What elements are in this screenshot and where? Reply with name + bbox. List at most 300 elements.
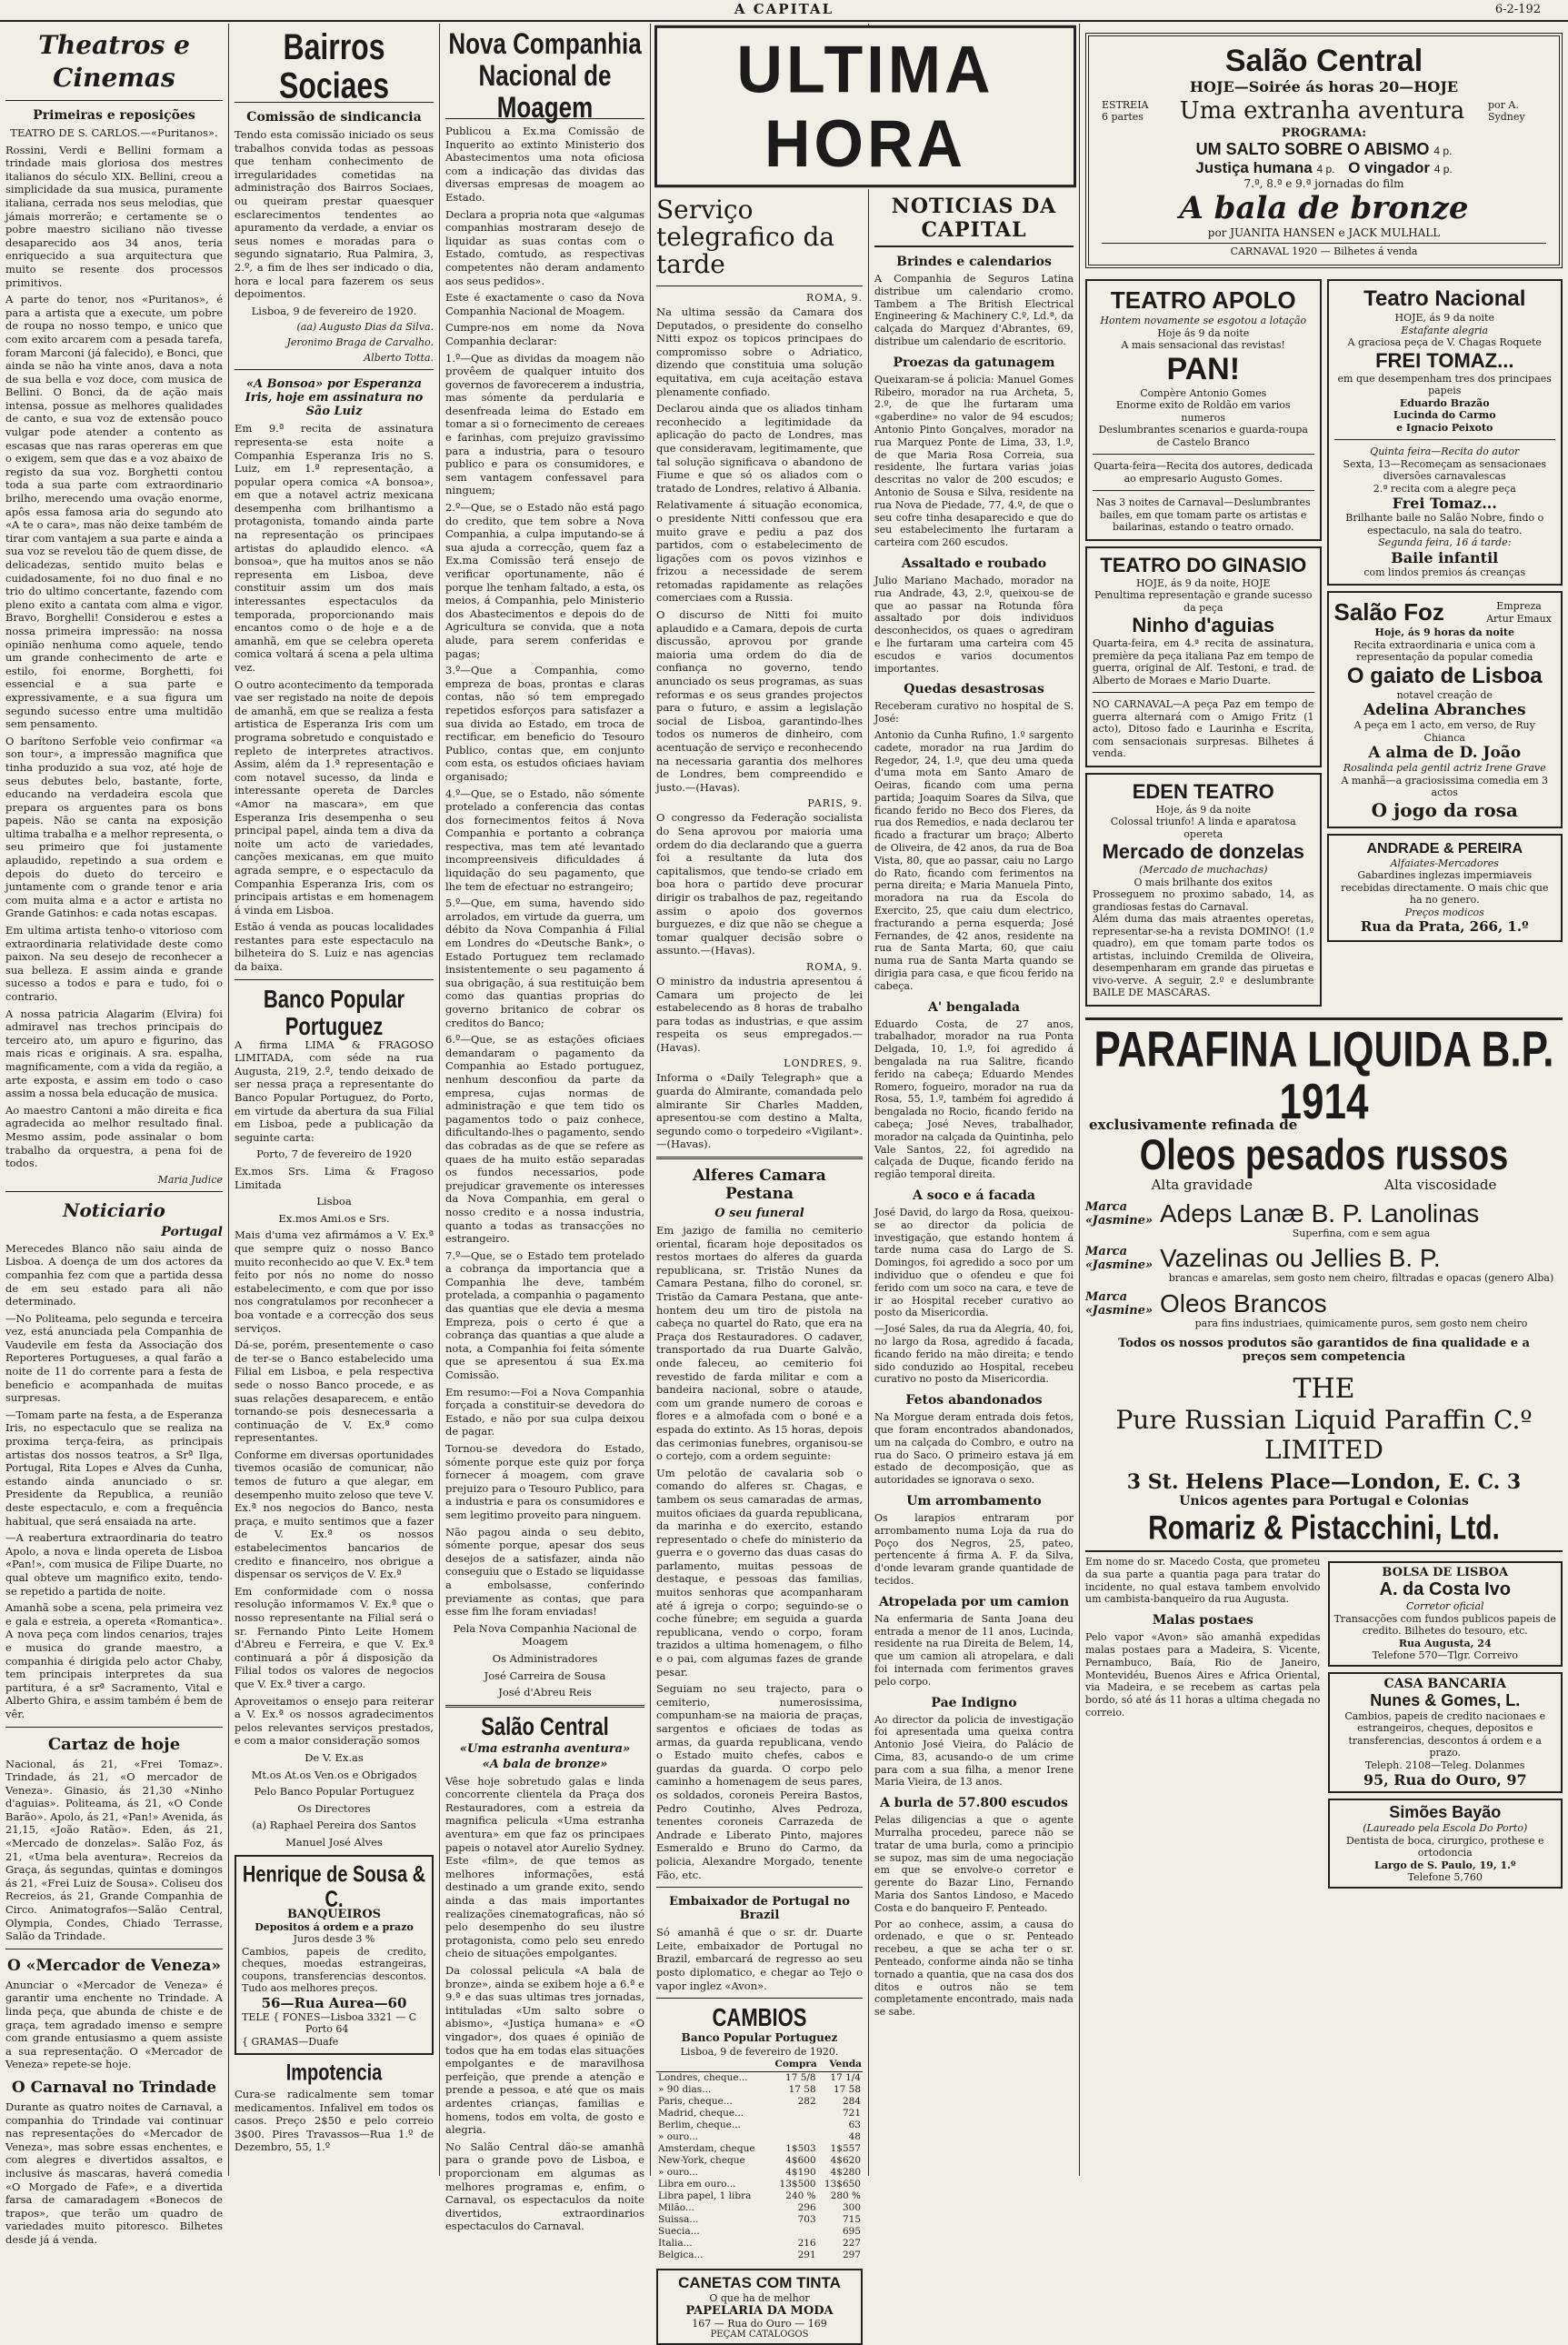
subheading: Comissão de sindicancia xyxy=(246,110,422,125)
paragraph: Aproveitamos o ensejo para reiterar a V. Ex.ª os nossos agradecimentos pelos relevantes serviços prestados, e com a maior consideração somos xyxy=(235,1694,434,1748)
product: Oleos Brancos xyxy=(1160,1288,1327,1318)
paragraph: Declarou ainda que os aliados tinham reconhecido a legitimidade da aplicação do pacto de Londres, mas que consideravam, legitimamente, que tal solução significava o abandono de Fiume e que só os aliados com o tratado de Londres, relativo á Albania. xyxy=(656,402,863,495)
table-cell: 63 xyxy=(848,2120,861,2131)
headline: Proezas da gatunagem xyxy=(893,355,1055,370)
ad-line: Rua Augusta, 24 xyxy=(1398,1637,1492,1649)
paragraph: 6.º—Que, se as estações oficiaes demandaram o pagamento da Companhia ao Estado portuguez, nenhum desconfiou da parte da empresa, cujas normas de administração e que tem tido os pagamentos todo o paiz conhece, dificultando-lhes o pagamento, sendo das cobradas as de que se refere as quaes de ha muito estão separadas os fundos necessarios, pode prejudicar gravemente os interesses da Nova Companhia, em geral o nosso credito e a nossa industria, quanto a todas as transacções no estrangeiro. xyxy=(445,1033,644,1246)
product: Vazelinas ou Jellies B. P. xyxy=(1160,1244,1441,1272)
paragraph: Porto, 7 de fevereiro de 1920 xyxy=(256,1147,412,1161)
signature: Maria Judice xyxy=(157,1173,223,1186)
table-cell: 296 xyxy=(797,2202,816,2214)
paragraph: O barítono Serfoble veio confirmar «a son tour», a impressão magnifica que tinha produzido a sua voz, até hoje de seus debutes belo, bastante, forte, educando na verdadeira escola que prepara os arguentes para os bons papeis. Não se canta na exposição ultima trabalha e a melhor representa, o seu primeiro que foi justamente aplaudido, repetindo a sua ordem e depois do dueto do terceiro e juntamente com o grande tenor e aria com muita alma e a actor e artista no Grande Gatinhos: e cada notas escapas. xyxy=(5,734,223,920)
paragraph: José David, do largo da Rosa, queixou-se ao director da policia de investigação, que estando hontem á tarde numa casa do Largo de S. Domingos, foi agredido a soco por um individuo que o ofendeu e que foi ferido com um soco na cara, e teve de ir ao Hospital receber curativo ao posto da Misericordia. xyxy=(874,1207,1074,1319)
table-cell: 17 1/4 xyxy=(830,2072,861,2084)
ad-line: Quarta-feira—Recita dos autores, dedicada ao empresario Augusto Gomes. xyxy=(1094,460,1313,485)
ultima-hora-title: ULTIMA HORA xyxy=(654,25,1076,188)
headline: Malas postaes xyxy=(1152,1613,1253,1628)
headline: Fetos abandonados xyxy=(905,1393,1043,1408)
ad-line: 4 p. xyxy=(1433,145,1453,157)
ad-parafina xyxy=(1085,1017,1563,1547)
headline: Pae Indigno xyxy=(931,1695,1017,1710)
table-cell: 48 xyxy=(848,2131,861,2143)
table-cell: Italia... xyxy=(658,2238,693,2250)
ad-title: Simões Bayão xyxy=(1389,1803,1502,1821)
table-cell: 4$620 xyxy=(830,2155,861,2167)
ad-line: 167 — Rua do Ouro — 169 xyxy=(692,2318,827,2330)
dateline: PARIS, 9. xyxy=(807,797,863,810)
ad-line: HOJE, ás 9 da noite, HOJE xyxy=(1135,576,1271,589)
table-cell xyxy=(769,2120,818,2131)
subheading: Primeiras e reposições xyxy=(33,108,195,123)
ad-line: HOJE—Soirée ás horas 20—HOJE xyxy=(1189,78,1459,95)
headline: Atropelada por um camion xyxy=(878,1594,1070,1609)
ad-line: Depositos á ordem e a prazo xyxy=(255,1920,414,1933)
table-row xyxy=(656,2214,863,2226)
ad-line: 4 p. xyxy=(1316,163,1335,175)
paragraph: Por ao conhece, assim, a causa do ordenado, e que o sr. Penteado recebeu, a que se acha ter o sr. Penteado, conforme ainda não se tinha tornado a quantia, que na casa dos dos ditos e outros não se tem completamente encontrado, mais nada se sabe. xyxy=(874,1918,1074,2019)
ad-line: Prosseguem no proximo sabado, 14, as grandiosas festas do Carnaval. xyxy=(1093,888,1314,913)
paragraph: Da colossal pelicula «A bala de bronze», ainda se exibem hoje a 6.ª e 9.ª e das suas ultimas tres jornadas, intituladas «Um salto sobre o abismo», «Justiça humana» e «O vingador», dos quaes é opinião de todos que ha em todas elas situações empolgantes e de maravilhosa perfeição, que prende a atenção e prende a pessoa, e até que os mais ardentes crianças, familias e homens, todos em volta, de gosto e alegria. xyxy=(445,1964,644,2137)
paragraph: 7.º—Que, se o Estado tem protelado a cobrança da importancia que a Companhia lhe deve, também protelada, a companhia o pagamento das quantias que ele devia a mesma Empreza, pois o certo é que a cobrança das quantias a que alude a nota, a Companhia foi feita sómente que se apresentou á sua Ex.ma Comissão. xyxy=(445,1248,644,1382)
paragraph: Antonio da Cunha Rufino, 1.º sargento cadete, morador na rua Jardim do Regedor, 24, 1.º, que deu uma queda d'uma mota em Santo Amaro de Oeiras, ficando com uma perna partida; Joaquim Soares da Silva, que ficando ferido no Beco dos Fieres, da rua dos Remedios, e nada declarou ter ficado a fracturar um braço; Alberto de Oliveira, de 42 anos, da rua de Boa Vista, 80, que ao passar, caiu no Largo do Rato, ficando com ferimentos na perna direita; e Maria Manuela Pinto, moradora na rua da Escola do Exercito, 25, que caiu dum electrico, fracturando a perna esquerda; José Fernandes, de 42 anos, residente na rua de Santa Marta, 60, que caiu numa rua de Santa Marta quando se dirigia para casa, e que ficou ferido na cabeça. xyxy=(874,728,1074,992)
signature: Alberto Totta. xyxy=(364,352,434,365)
table-cell: Paris, cheque... xyxy=(658,2096,733,2108)
ad-line: por A. Sydney xyxy=(1488,99,1525,123)
ad-line: notavel creação de xyxy=(1396,688,1493,701)
portugal-title: Portugal xyxy=(161,1224,223,1239)
paragraph: Anunciar o «Mercador de Veneza» é garantir uma enchente no Trindade. A linda peça, que abunda de chiste e de graça, tem agradado imenso e sempre com grande entusiasmo a quem assiste a sua representação. O «Mercador de Veneza» repete-se hoje. xyxy=(5,1978,223,2071)
table-cell: Milão... xyxy=(658,2202,694,2214)
ad-line: Nas 3 noites de Carnaval—Deslumbrantes bailes, em que tomam parte os artistas e bailarinas, estando o teatro ornado. xyxy=(1095,496,1311,533)
ad-title: Henrique de Sousa & C. xyxy=(242,1861,426,1912)
ad-line: O jogo da rosa xyxy=(1371,798,1518,821)
paragraph: O discurso de Nitti foi muito aplaudido e a Camara, depois de curta discussão, aprovou por grande maioria uma ordem do dia de confiança no governo, tendo anunciado os seus programas, as suas reformas e os seus grandes projectos para o futuro, e assim a legislação social de Lisboa, garantindo-lhes todos os numeros de dinheiro, com acentuação de serviço e reconhecendo na necessaria garantia dos melhores de Londres, bem compreendido e justo.—(Havas). xyxy=(656,608,863,794)
ad-line: A graciosa peça de V. Chagas Roquete xyxy=(1347,336,1542,348)
paragraph: Rossini, Verdi e Bellini formam a trindade mais gloriosa dos mestres italianos do século XIX. Bellini, creou a simplicidade da sua musica, puramente italiana, cerrada nos seus melodias, que jámais morrerão; e certamente se o pobre maestro siciliano não tivesse desaparecido aos 34 anos, teria enriquecido a sua arquitectura que muito se resente dos processos primitivos. xyxy=(5,143,223,289)
paragraph: A Companhia de Seguros Latina distribue um calendario cromo. Tambem a The British Electrical Engineering & Machinery C.º, Ld.ª, da calçada do Marquez d'Abrantes, 69, distribue um calendario de escritorio. xyxy=(874,273,1074,347)
paragraph: —José Sales, da rua da Alegria, 40, foi, no largo da Rosa, agredido á facada, ficando ferido na mão direita; e tendo sido conduzido ao Hospital, recebeu curativo no posto da Misericordia. xyxy=(874,1323,1074,1386)
ad-title: BOLSA DE LISBOA xyxy=(1382,1566,1509,1579)
fx-date: Lisboa, 9 de fevereiro de 1920. xyxy=(680,2046,839,2059)
table-row xyxy=(656,2084,863,2096)
headline: A soco e á facada xyxy=(913,1188,1035,1203)
ad-line: (Mercado de muchachas) xyxy=(1139,864,1268,876)
ad-line: ESTREIA 6 partes xyxy=(1102,99,1149,123)
paragraph: Receberam curativo no hospital de S. José: xyxy=(874,700,1074,726)
paragraph: Merecedes Blanco não saiu ainda de Lisboa. A doença de um dos actores da companhia fez com que a partida dessa de em seu estado para ali não determinado. xyxy=(5,1241,223,1308)
table-row xyxy=(656,2179,863,2190)
ad-line: Todos os nossos produtos são garantidos de fina qualidade e a preços sem competencia xyxy=(1118,1337,1530,1364)
dateline: ROMA, 9. xyxy=(806,960,863,973)
table-cell: 291 xyxy=(797,2250,816,2261)
ad-title: CANETAS COM TINTA xyxy=(678,2274,841,2292)
fx-header-cell xyxy=(656,2058,769,2072)
paragraph: Pelo Banco Popular Portuguez xyxy=(254,1785,414,1799)
paragraph: Pelas diligencias a que o agente Murralha procedeu, parece não se tratar de uma burla, como a principio se supoz, mas sim de uma negociação em que se envolve-o corretor e gerente do Bazar Lino, Fernando Maria dos Santos Lindoso, e Macedo Costa e do banqueiro F. Penteado. xyxy=(874,1814,1074,1914)
ad-line: Transacções com fundos publicos papeis de credito. Bilhetes do tesouro, etc. xyxy=(1333,1612,1556,1637)
product: Adeps Lanæ B. P. Lanolinas xyxy=(1160,1198,1480,1228)
table-cell: 13$650 xyxy=(824,2179,861,2190)
ad-canetas xyxy=(656,2269,863,2345)
paragraph: Estão á venda as poucas localidades restantes para este espectaculo na bilheteira do S. Luiz e nas agencias da baixa. xyxy=(235,920,434,974)
ad-line: Hoje, ás 9 horas da noite xyxy=(1374,626,1515,638)
column-moagem xyxy=(440,24,651,2233)
ad-line: Juros desde 3 % xyxy=(293,1933,375,1945)
paragraph: Em jazigo de familia no cemiterio oriental, ficaram hoje depositados os restos mortaes do alferes da guarda republicana, sr. Tristão Nunes da Camara Pestana, filho do coronel, sr. Tristão da Camara Pestana, que ante-hontem deu um tiro de pistola na cabeça no quartel do Rato, que era na Praça dos Restauradores. O cadaver, transportado da rua Duarte Galvão, onde faleceu, ao cemiterio foi revestido de farda militar e com a bandeira nacional, sobre o ataude, com um grande numero de coroas e flores e a almofada com o boné e a espada do extinto. As 15 horas, depois das cerimonias funebres, organisou-se o cortejo, com a ordem seguinte: xyxy=(656,1224,863,1463)
paragraph: 5.º—Que, em suma, havendo sido arrolados, em virtude da guerra, um débito da Nova Companhia á Filial em Londres do «Deutsche Bank», o Estado Portuguez tem reclamado insistentemente o seu pagamento á sua obrigação, á sua restituição bem como das quantias proprias do governo britanico de cobrar os creditos do Banco; xyxy=(445,897,644,1029)
signature: Jeronimo Braga de Carvalho. xyxy=(286,336,434,349)
paragraph: José d'Abreu Reis xyxy=(498,1686,592,1699)
ad-line: Empreza Artur Emaux xyxy=(1486,600,1552,625)
ad-line: com lindos premios ás creanças xyxy=(1363,566,1526,578)
paragraph: Em nome do sr. Macedo Costa, que prometeu da sua parte a quantia paga para tratar do incidente, no qual estava tambem envolvido um cambista-banqueiro da rua Augusta. xyxy=(1085,1556,1321,1606)
ad-title: Salão Foz xyxy=(1333,598,1444,626)
table-cell xyxy=(769,2226,818,2238)
ad-line: Hoje, ás 9 da noite xyxy=(1155,803,1252,816)
paragraph: Um pelotão de cavalaria sob o comando do alferes sr. Chagas, e tambem os seus camaradas de armas, muitos oficiaes da guarda republicana, da marinha e do exercito, estando representado o chefe do ministerio da guerra e o governo das duas casas do parlamento, muitas pessoas de destaque, e pessoas das familias, muitos senhoras que acompanharam até á igreja o corpo; seguindo-se o coche fúnebre; em seguida a guarda republicana, vendo o corpo, foram trazidos a ultima homenagem, o filho e o pai, com algumas fazes de grande pesar. xyxy=(656,1466,863,1679)
table-cell: 715 xyxy=(842,2214,861,2226)
ad-line: Deslumbrantes scenarios e guarda-roupa de Castelo Branco xyxy=(1098,424,1308,448)
subheading: Banco Popular Portuguez xyxy=(681,2031,838,2045)
mercador-title: O «Mercador de Veneza» xyxy=(7,1956,221,1975)
table-cell: Libra papel, 1 libra xyxy=(658,2190,752,2202)
table-cell: 13$500 xyxy=(779,2179,816,2190)
table-cell: 4$280 xyxy=(830,2167,861,2179)
ad-title: EDEN TEATRO xyxy=(1132,779,1274,803)
ad-line: por JUANITA HANSEN e JACK MULHALL xyxy=(1207,226,1441,239)
section-title-moagem: Nova Companhia Nacional de Moagem xyxy=(448,25,642,125)
paragraph: A firma LIMA & FRAGOSO LIMITADA, com séde na rua Augusta, 219, 2.º, tendo deixado de ser nessa praça a representante do Banco Popular Portuguez, do Porto, em virtude da abertura da sua Filial em Lisboa, pede a publicação da seguinte carta: xyxy=(235,1037,434,1144)
paragraph: O congresso da Federação socialista do Sena aprovou por maioria uma ordem do dia declarando que a guerra foi a resultante da luta dos capitalismos, que tendo-se criado em boa hora o partido deve procurar dirigir os trabalhos de paz, regeitando assim o apoio dos governos burguezes, e diz que não se chegue a tomar qualquer decisão sobre o assunto.—(Havas). xyxy=(656,811,863,957)
ad-henrique-sousa xyxy=(235,1855,434,2056)
ad-line: Alta viscosidade xyxy=(1384,1176,1497,1193)
ad-line: Gabardines inglezas impermiaveis recebidas directamente. O mais chic que ha no genero. xyxy=(1341,869,1549,906)
ad-eden xyxy=(1085,773,1322,1007)
ad-line: UM SALTO SOBRE O ABISMO xyxy=(1195,140,1430,158)
ad-line: { GRAMAS—Duafe xyxy=(242,2035,339,2048)
table-cell: » 90 dias... xyxy=(658,2084,712,2096)
ad-line: A alma de D. João xyxy=(1368,744,1522,762)
table-row xyxy=(656,2131,863,2143)
ad-line: LIMITED xyxy=(1264,1435,1383,1465)
brand-label: Marca «Jasmine» xyxy=(1085,1199,1154,1228)
ad-line: Compère Antonio Gomes xyxy=(1140,386,1267,399)
ad-line: Largo de S. Paulo, 19, 1.º xyxy=(1374,1859,1516,1871)
ad-title: ANDRADE & PEREIRA xyxy=(1366,840,1523,857)
table-row xyxy=(656,2072,863,2085)
table-cell: Berlim, cheque... xyxy=(658,2120,741,2131)
ad-title: Nunes & Gomes, L. xyxy=(1370,1690,1521,1709)
paragraph: Os Directores xyxy=(297,1801,371,1815)
paragraph: Tornou-se devedora do Estado, sómente porque este quiz por força fornecer á moagem, com grave prejuizo para o Tesouro Publico, para a industria e para os consumidores e sem legitimo proveito para ninguem. xyxy=(445,1442,644,1521)
ad-line: Além duma das mais atraentes operetas, representar-se-ha a revista DOMINO! (1.º quadro), em que tomam parte todos os artistas, incluindo Cremilda de Oliveira, desempenharam em grande das piruetas e vivo-verve. A seguir, 2.º e deslumbrante BAILE DE MASCARAS. xyxy=(1093,913,1314,998)
subheading: «Uma estranha aventura» xyxy=(459,1741,631,1756)
table-cell: 4$190 xyxy=(785,2167,816,2179)
ad-title: Salão Central xyxy=(1224,44,1423,78)
paragraph: (a) Raphael Pereira dos Santos xyxy=(252,1819,416,1832)
ad-title: PARAFINA LIQUIDA B.P. 1914 xyxy=(1094,1021,1554,1129)
product-desc: brancas e amarelas, sem gosto nem cheiro, filtradas e opacas (genero Alba) xyxy=(1168,1272,1554,1284)
table-cell xyxy=(769,2131,818,2143)
ad-line: Porto 64 xyxy=(305,2023,349,2035)
ad-line: Estafante alegria xyxy=(1401,324,1489,336)
ad-bolsa xyxy=(1328,1561,1563,1667)
ad-title: Ninho d'aguias xyxy=(1132,614,1275,636)
paragraph: Queixaram-se á policia: Manuel Gomes Ribeiro, morador na rua Archeta, 5, 2.º, de que lhe furtaram uma «gaberdine» no valor de 94 escudos; Antonio Pinto Gonçalves, morador na rua Marquez Ponte de Lima, 33, 1.º, de que Maria Rosa Correia, sua residente, lhe furtara varias joias descritas no valor de 200 escudos; e Antonio de Sousa e Silva, residente na rua Nova de Piedade, 77, 4.º, de que o seu cofre tinha desaparecido e que do seu estabelecimento lhe furtaram a carteira com 260 escudos. xyxy=(874,373,1074,549)
ad-line: Preços modicos xyxy=(1404,906,1484,918)
section-title-theatres: Theatros e Cinemas xyxy=(38,30,190,93)
subheading: O seu funeral xyxy=(714,1207,804,1221)
table-cell xyxy=(769,2108,818,2120)
ad-andrade-pereira xyxy=(1327,834,1563,943)
headline-bonsoa: «A Bonsoa» por Esperanza Iris, hoje em assinatura no São Luiz xyxy=(245,377,424,419)
cartaz-list: Nacional, ás 21, «Frei Tomaz». Trindade, ás 21, «O mercador de Veneza». Ginasio, ás 21,30 «Ninho d'aguias». Politeama, ás 21, «O Conde Barão». Apolo, ás 21, «Pan!» Avenida, ás 21,15, «João Ratão». Eden, ás 21, «Mercado de donzelas». Salão Foz, ás 21, «Uma bela aventura». Recreios da Graça, ás segundas, quintas e domingos ás 21, «Frei Luiz de Sousa». Coliseu dos Recreios, ás 21, Grande Companhia de Circo. Animatografos—Salão Central, Olympia, Condes, Chiado Terrasse, Salão da Trindade. xyxy=(5,1757,223,1943)
ad-line: em que desempenham tres dos principaes papeis xyxy=(1337,372,1552,396)
headline-pestana: Alferes Camara Pestana xyxy=(693,1167,826,1204)
ad-line: Quinta feira—Recita do autor xyxy=(1370,446,1520,457)
paragraph: Cumpre-nos em nome da Nova Companhia declarar: xyxy=(445,321,644,347)
table-row xyxy=(656,2190,863,2202)
paragraph: —No Politeama, pelo segunda e terceira vez, está anunciada pela Companhia de Vaudevile em festa da Associação dos Reporteres Portugueses, a qual farão a noite de 11 do corrente para a festa de beneficio e acompanhada de muitas surpresas. xyxy=(5,1311,223,1405)
ad-line: O que ha de melhor xyxy=(709,2292,810,2305)
headline: Assaltado e roubado xyxy=(901,556,1047,571)
table-cell: » ouro... xyxy=(658,2131,699,2143)
table-cell: 280 % xyxy=(830,2190,861,2202)
ad-title: A. da Costa Ivo xyxy=(1379,1579,1511,1599)
ad-line: exclusivamente refinada de xyxy=(1089,1116,1298,1133)
headline: A' bengalada xyxy=(927,999,1020,1015)
ad-salao-foz xyxy=(1327,591,1563,828)
noticiario-title: Noticiario xyxy=(63,1198,165,1221)
paragraph: A parte do tenor, nos «Puritanos», é para a artista que a execute, um pobre de roupa no nosso tempo, e unico que com exito arcarem com a pesada tarefa, foram Marconi (já falecido), e Bonci, que ainda se não ha vinte anos, dava a nota de sua bella e voz doce, com musica de Bellini. O Bonci, da de ação mais intensa, possue as melhores qualidades de canto, e sua voz de extensão pouco vulgar pode atender a contento as escasas que nas raras opereras em que o exigem, sem que das e a voz abaixo de registo da sua voz. Borghetti contou toda a sua parte com extraordinario brilho, merecendo uma ovação enorme, apôs essa famosa aria do segundo ato «A te o cara», mas não deixe também de tirar com vantajem a sua parte e ainda a sua voz se revelou tão de quem disse, de delicadezas, sentido muito belas e cuidadosamente, foi no duo final e no trio do ultimo concertante, fazendo com pleno exito a cantata com alma e vigor. Bravo, Borghelli! Considerou e estes a nossa primeira impressão: na nossa opinião nenhuma como aquele, tendo um grande conhecimento de arte e estilo, foi enorme, Borghetti, foi essencial e a sua parte e expressivamente, e a sua figura um segundo sucesso entre uma multidão sem pensamento. xyxy=(5,293,223,731)
headline-salao-central: Salão Central xyxy=(481,1711,609,1740)
ad-line: Hoje ás 9 da noite xyxy=(1157,326,1250,339)
signature: (aa) Augusto Dias da Silva. xyxy=(296,321,434,334)
ad-line: Hontem novamente se esgotou a lotação xyxy=(1100,315,1307,326)
table-cell: 227 xyxy=(842,2238,861,2250)
paragraph: Na Morgue deram entrada dois fetos, que foram encontrados abandonados, um na calçada do Combro, e outro na rua do Saco. O primeiro estava já em estado de decomposição, que as autoridades se ignorava o sexo. xyxy=(874,1411,1074,1487)
table-row xyxy=(656,2120,863,2131)
telegraph-title: Serviço telegrafico da tarde xyxy=(656,195,835,279)
ad-line: Telefone 5,760 xyxy=(1407,1871,1483,1883)
paragraph: Amanhã sobe a scena, pela primeira vez e gala e estreia, a opereta «Romantica». A nova peça com lindos cenarios, trajes e musica do grande maestro, a companhia é dirigida pelo actor Chaby, tem principais interpretes da sua partitura, é a srª Sacramento, Vital e Alberto Ghira, e assim também é bem de vêr. xyxy=(5,1601,223,1720)
paragraph: Dá-se, porém, presentemente o caso de ter-se o Banco estabelecido uma Filial em Lisboa, e pela respectiva sede o nosso Banco procede, e as suas relações desaparecem, e então tornando-se pois desnecessaria a continuação de V. Ex.ª como representantes. xyxy=(235,1338,434,1445)
column-ads xyxy=(1080,24,1568,2176)
table-cell: 284 xyxy=(842,2096,861,2108)
ad-line: 4 p. xyxy=(1433,163,1453,175)
ad-line: Brilhante baile no Salão Nobre, findo o espectaculo, na sala do teatro. xyxy=(1345,512,1544,536)
ad-line: Telefone 570—Tlgr. Correivo xyxy=(1372,1649,1518,1661)
column-ultima-hora xyxy=(651,24,869,2340)
ad-line: HOJE, ás 9 da noite xyxy=(1394,312,1494,324)
table-cell: Londres, cheque... xyxy=(658,2072,748,2084)
ad-title: FREI TOMAZ... xyxy=(1375,348,1514,372)
table-cell: 17 58 xyxy=(833,2084,861,2096)
table-cell: Suecia... xyxy=(658,2226,700,2238)
brand-label: Marca «Jasmine» xyxy=(1085,1289,1154,1318)
table-cell: Madrid, cheque... xyxy=(658,2108,744,2120)
headline: Brindes e calendarios xyxy=(896,255,1052,269)
ad-line: Dentista de boca, cirurgico, prothese e ortodoncia xyxy=(1345,1834,1544,1859)
ad-line: CARNAVAL 1920 — Bilhetes á venda xyxy=(1102,243,1546,257)
column-theatres xyxy=(0,24,229,2246)
ad-line: 7.ª, 8.ª e 9.ª jornadas do film xyxy=(1243,177,1404,190)
ad-line: Rosalinda pela gentil actriz Irene Grave xyxy=(1343,762,1546,774)
ad-line: Justiça humana xyxy=(1195,159,1313,176)
ad-title: O gaiato de Lisboa xyxy=(1346,663,1543,688)
ad-ginasio xyxy=(1085,546,1322,767)
paragraph: Cura-se radicalmente sem tomar medicamentos. Infalivel em todos os casos. Preço 2$50 e pelo correio 3$00. Pires Travassos—Rua 1.º de Dezembro, 55, 1.º xyxy=(235,2088,434,2154)
ad-line: e Ignacio Peixoto xyxy=(1396,421,1493,434)
paragraph: —A reabertura extraordinaria do teatro Apolo, a nova e linda opereta de Lisboa «Pan!», com musica de Filipe Duarte, no qual obteve um magnifico exito, tendo-se repetido a partida de noite. xyxy=(5,1531,223,1598)
noticias-title: NOTICIAS DA CAPITAL xyxy=(874,195,1074,247)
table-cell: Libra em ouro... xyxy=(658,2179,736,2190)
ad-line: A mais sensacional das revistas! xyxy=(1121,339,1285,351)
column-bairros xyxy=(229,24,440,2176)
table-row xyxy=(656,2155,863,2167)
table-cell: 17 58 xyxy=(788,2084,816,2096)
paragraph: Pela Nova Companhia Nacional de Moagem xyxy=(453,1621,637,1649)
ad-line: Rua da Prata, 266, 1.º xyxy=(1360,918,1529,935)
ad-line: PROGRAMA: xyxy=(1281,126,1367,140)
paragraph: Em resumo:—Foi a Nova Companhia forçada a constituir-se devedora do Estado, e não por sua culpa deixou de pagar. xyxy=(445,1385,644,1438)
paragraph: Este é exactamente o caso da Nova Companhia Nacional de Moagem. xyxy=(445,291,644,317)
paragraph: Ao maestro Cantoni a mão direita e fica agradecida ao melhor resultado final. Mesmo assim, pode assinalar o bom trabalho da orquestra, a pena foi de todos. xyxy=(5,1103,223,1170)
table-row xyxy=(656,2226,863,2238)
table-cell: Suissa... xyxy=(658,2214,699,2226)
ultima-hora-title-wrap xyxy=(654,27,1076,189)
paragraph: A nossa patricia Alagarim (Elvira) foi admiravel nas trechos principais do terceiro ato, um apuro e figurino, das mais ricas e originais. A sra. espalha, magnificamente, com a vida da região, a arte exposta, e assim em todo o caso assim a nossa bela educação de musica. xyxy=(5,1007,223,1100)
ad-line: A peça em 1 acto, em verso, de Ruy Chianca xyxy=(1353,719,1535,744)
ad-line: 2.ª recita com a alegre peça xyxy=(1373,482,1516,495)
ad-line: Cambios, papeis de credito, cheques, moedas estrangeiras, coupons, transferencias descontos. Tudo aos melhores preços. xyxy=(242,1945,426,1994)
brand-label: Marca «Jasmine» xyxy=(1085,1245,1154,1272)
fx-header-cell: Venda xyxy=(818,2058,863,2072)
section-title-bairros: Bairros Sociaes xyxy=(279,25,389,106)
paragraph: Os larapios entraram por arrombamento numa Loja da rua do Poço dos Negros, 25, pateo, pertencente á firma A. F. da Silva, d'onde levaram grande quantidade de tecidos. xyxy=(874,1511,1074,1587)
paragraph: Não pagou ainda o seu debito, sómente porque, apesar dos seus desejos de a satisfazer, ainda não conseguiu que o Estado se liquidasse a embolsasse, conferindo previamente as contas, que para esse fim lhe foram enviadas! xyxy=(445,1525,644,1618)
ad-line: Alfaiates-Mercadores xyxy=(1390,857,1499,869)
paragraph: Declara a propria nota que «algumas companhias mostraram desejo de liquidar as suas contas com o Estado, comtudo, as respectivas competentes não deram andamento aos seus pedidos». xyxy=(445,207,644,287)
table-cell: Belgica... xyxy=(658,2250,704,2261)
headline: Quedas desastrosas xyxy=(904,682,1044,697)
table-cell: 695 xyxy=(842,2226,861,2238)
page-folio: 6-2-192 xyxy=(1494,3,1541,16)
ad-title: Romariz & Pistacchini, Ltd. xyxy=(1148,1508,1500,1547)
paragraph: Ao director da policia de investigação foi apresentada uma queixa contra Antonio José Vieira, do Palácio de Cima, 83, acusando-o de um crime para com a sua filha, a menor Irene Maria Vieira, de 13 anos. xyxy=(874,1713,1074,1789)
headline: A burla de 57.800 escudos xyxy=(880,1796,1068,1811)
ad-title: Teatro Nacional xyxy=(1363,286,1526,311)
ad-line: NO CARNAVAL—A peça Paz em tempo de guerra alternará com o Amigo Fritz (1 acto), Ditoso fado e Laurinha e Escrita, com sensacionais surpresas. Bilhetes á venda. xyxy=(1093,698,1314,759)
ad-line: 95, Rua do Ouro, 97 xyxy=(1363,1771,1527,1789)
headline-cambios: CAMBIOS xyxy=(712,2002,807,2032)
paragraph: Em conformidade com o nossa resolução informamos V. Ex.ª que o nosso representante na Filial será o sr. Fernando Pinto Leite Homem d'Abreu e Ferreira, e que V. Ex.ª continuará a pôr á disposição da Filial todos os valores de negocios que V. Ex.ª tiver a cargo. xyxy=(235,1584,434,1690)
table-cell: 721 xyxy=(842,2108,861,2120)
ad-title: Oleos pesados russos xyxy=(1139,1131,1509,1179)
ad-line: Teleph. 2108—Teleg. Dolanmes xyxy=(1365,1759,1525,1771)
paragraph: Conforme em diversas oportunidades tivemos ocasião de comunicar, não temos de futuro a que alegar, em desempenho muito zeloso que teve V. Ex.ª nos negocios do Banco, nesta praça, e muito sentimos que a fazer de V. Ex.ª os nossos estabelecimentos bancarios de credito e financeiro, nos obrigue a dispensar os serviços de V. Ex.ª xyxy=(235,1448,434,1581)
ad-line: Cambios, papeis de credito nacionaes e estrangeiros, cheques, depositos e transferencias, descontos á ordem e a prazo. xyxy=(1344,1709,1546,1759)
table-row xyxy=(656,2143,863,2155)
table-cell: Amsterdam, cheque xyxy=(658,2143,755,2155)
paragraph: 4.º—Que, se o Estado, não sómente protelado a conferencia das contas dos fornecimentos feitos á Nova Companhia e portanto a cobrança respectiva, mas tem até levantado incompreensiveis dificuldades á liquidação do seu pagamento, que lhe tem de efectuar no estrangeiro; xyxy=(445,787,644,893)
ad-line: Adelina Abranches xyxy=(1363,701,1526,719)
table-cell: 216 xyxy=(797,2238,816,2250)
ad-title: PAN! xyxy=(1166,351,1241,386)
ad-line: TELE { FONES—Lisboa 3321 — C xyxy=(242,2010,417,2023)
paragraph: Na enfermaria de Santa Joana deu entrada a menor de 11 anos, Lucinda, residente na rua Direita de Belem, 14, que um camion ali atropelara, e dali foi internada com ferimentos graves pelo corpo. xyxy=(874,1612,1074,1688)
paragraph: Seguiam no seu trajecto, para o cemiterio, numerosissima, compunham-se na maioria de praças, sargentos e oficiaes de todas as armas, da guarda republicana, vendo o Estado muito chefes, cabos e guardas da guarda. O corpo pelo caminho a homenagem de seus pares, os soldados, coroneis Pereira Bastos, Pedro Coutinho, Alves Pedroza, tenentes coroneis Carrazeda de Andrade e Liberato Pinto, majores Esmeraldo e Bruno do Carmo, da policia, Alexandre Morgado, tenente Fão, etc. xyxy=(656,1682,863,1881)
table-row xyxy=(656,2202,863,2214)
paragraph: Em ultima artista tenho-o vitorioso com extraordinaria relatividade deste como paixon. Na seu desejo de reconhecer a sua belleza. E assim ainda e grande sucesso a todos e para e tudo, foi o contrario. xyxy=(5,924,223,1003)
ad-casa-bancaria xyxy=(1328,1672,1563,1794)
paragraph: Durante as quatro noites de Carnaval, a companhia do Trindade vai continuar nas representações do «Mercador de Veneza», mas sobre essas enchentes, e com alegres e divertidos assaltos, e inclusive ás mascaras, haverá comedia «O Morgado de Fafe», e a divertida farsa de camaradagem «Bonecos de trapos», que terão um quadro de variedades muito pitoresco. Bilhetes desde já á venda. xyxy=(5,2099,223,2246)
ad-line: PAPELARIA DA MODA xyxy=(685,2304,834,2319)
paragraph: O ministro da industria apresentou á Camara um projecto de lei estabelecendo as 8 horas de trabalho para todas as industrias, e que assim respeita os seus empregados.—(Havas). xyxy=(656,974,863,1054)
paragraph: Julio Mariano Machado, morador na rua Andrade, 43, 2.º, queixou-se de que ao passar na Rotunda fôra assaltado por dois individuos desconhecidos, os quaes o agrediram e lhe furtaram uma carteira com 45 escudos e varios documentos importantes. xyxy=(874,574,1074,675)
paragraph: Os Administradores xyxy=(492,1651,598,1665)
headline-impotencia: Impotencia xyxy=(285,2060,383,2086)
ad-line: Sexta, 13—Recomeçam as sensacionaes diversões carnavalescas xyxy=(1343,457,1547,482)
ad-line: Lucinda do Carmo xyxy=(1393,409,1496,421)
ad-line: (Laureado pela Escola Do Porto) xyxy=(1363,1822,1528,1834)
headline-embaixador: Embaixador de Portugal no Brazil xyxy=(669,1895,850,1923)
ad-title: TEATRO DO GINASIO xyxy=(1100,553,1307,576)
ad-simoes-bayao xyxy=(1328,1799,1563,1889)
ad-film: A bala de bronze xyxy=(1179,190,1469,226)
paragraph: Vêse hoje sobretudo galas e linda concorrente clientela da Praça dos Restauradores, com a estreia da magnifica pelicula «Uma estranha aventura» em que faz os principaes papeis o notavel ator Aurelio Sydney. Este «film», de que temos as melhores informações, está destinado a um grande exito, sendo ainda a das mais importantes realizações cinematograficas, não só pelo desempenho do seu ilustre protagonista, como pelo seu enredo cheio de situações empolgantes. xyxy=(445,1774,644,1960)
table-cell: 282 xyxy=(797,2096,816,2108)
ad-line: Eduardo Brazão xyxy=(1399,396,1490,409)
paragraph: TEATRO DE S. CARLOS.—«Puritanos». xyxy=(10,126,218,139)
paragraph: Publicou a Ex.ma Comissão de Inquerito ao extinto Ministerio dos Abastecimentos uma nota oficiosa com a indicação das dividas das diversas empresas de moagem ao Estado. xyxy=(445,125,644,204)
paragraph: Manuel José Alves xyxy=(285,1835,383,1849)
paragraph: Na ultima sessão da Camara dos Deputados, o presidente do conselho Nitti expoz os topicos principaes do compromisso sobre o Adriatico, dizendo que constituia uma solução equitativa, em cuja aceitação estava plenamente confiado. xyxy=(656,306,863,398)
paragraph: Só amanhã é que o sr. dr. Duarte Leite, embaixador de Portugal no Brazil, embarcará de regresso ao seu posto diplomatico, e chegar ao Tejo o vapor inglez «Avon». xyxy=(656,1926,863,1992)
dateline: LONDRES, 9. xyxy=(784,1057,863,1070)
paragraph: —Tomam parte na festa, a de Esperanza Iris, no espectaculo que se realiza na proxima terça-feira, as principais artistas dos nossos teatros, a Srª Ilga, Portugal, Rita Lopes e Alves da Cunha, estando ainda anunciado o sr. Presidente da Republica, a reunião deste espectaculo, e com a frequência habitual, que será ensaiada na arte. xyxy=(5,1408,223,1528)
paragraph: Ex.mos Ami.os e Srs. xyxy=(278,1211,390,1225)
masthead-title: A CAPITAL xyxy=(734,1,834,17)
ad-line: Segunda feira, 16 á tarde: xyxy=(1378,536,1512,548)
ad-line: THE xyxy=(1293,1373,1355,1405)
headline: Um arrombamento xyxy=(906,1493,1042,1508)
paragraph: Eduardo Costa, de 27 anos, trabalhador, morador na rua Ponta Delgada, 10, 1.º, foi agredido á bengalada na rua Salitre, ficando ferido na cabeça; Eduardo Mendes Romero, fogueiro, morador na rua da Rosa, 55, 1.º, também foi agredido á bengalada no Rocio, ficando ferido na cabeça; José Neves, trabalhador, morador na calçada da Quintinha, pelo Vale Santos, 22, foi agredido na calçada de Duque, ficando ferido na região temporal direita. xyxy=(874,1017,1074,1181)
table-row xyxy=(656,2238,863,2250)
table-row xyxy=(656,2250,863,2261)
dateline: ROMA, 9. xyxy=(806,292,863,304)
ad-line: O vingador xyxy=(1348,159,1430,176)
table-cell: 17 5/8 xyxy=(785,2072,816,2084)
ad-line: Enorme exito de Roldão em varios numeros xyxy=(1115,399,1291,424)
table-cell: 1$503 xyxy=(785,2143,816,2155)
paragraph: Lisboa, 9 de fevereiro de 1920. xyxy=(251,304,417,317)
ad-film: Uma extranha aventura xyxy=(1179,97,1465,125)
ad-line: Frei Tomaz... xyxy=(1392,495,1497,512)
ad-line: Colossal triunfo! A linda e aparatosa opereta xyxy=(1110,816,1296,840)
paragraph: Lisboa xyxy=(316,1195,352,1208)
ad-line: Quarta-feira, em 4.ª recita de assinatura, première da peça italiana Paz em tempo de guerra, original de Alf. Testoni, e trad. de Alberto de Moraes e Mario Duarte. xyxy=(1093,637,1314,686)
ad-title: CASA BANCARIA xyxy=(1383,1676,1506,1691)
paragraph: De V. Ex.as xyxy=(305,1750,364,1764)
ad-salao-central xyxy=(1085,33,1563,268)
table-cell: New-York, cheque xyxy=(658,2155,745,2167)
ad-line: Pure Russian Liquid Paraffin C.º xyxy=(1115,1405,1533,1435)
ad-line: PEÇAM CATALOGOS xyxy=(710,2330,809,2340)
paragraph: Mais d'uma vez afirmámos a V. Ex.ª que sempre quiz o nosso Banco muito reconhecido ao que V. Ex.ª tem feito por nós no nome do nosso estabelecimento, e com que por isso nos congratulamos por reconhecer a boa vontade e a correcção dos seus serviços. xyxy=(235,1228,434,1335)
paragraph: O outro acontecimento da temporada vae ser registado na noite de depois de amanhã, em que se realiza a festa artistica de Esperanza Iris com um programa sobretudo e conquistado e repleto de interpretes atractivos. Assim, além da 1.ª representação e com notavel sucesso, da linda e interessante opereta de Darcles «Amor na mascara», em que Esperanza Iris desempenha o seu principal papel, ainda tem a diva da noite um acto de variedades, canções mexicanas, em que muito agrada sempre, e o espectaculo da Companhia Esperanza Iris, com os principais artistas e em homenagem á vinda em Lisboa. xyxy=(235,677,434,917)
paragraph: 2.º—Que, se o Estado não está pago do credito, que tem sobre a Nova Companhia, a culpa imputando-se á sua ajuda a correcção, quem faz a Ex.ma Comissão terá ensejo de verificar oportunamente, não é porque lhe tenham faltado, a esta, os meios, á Companhia, pelo Ministerio dos Abastecimentos e depois do de Agricultura se convida, que a nota alude, para serem conferidas e pagas; xyxy=(445,501,644,660)
